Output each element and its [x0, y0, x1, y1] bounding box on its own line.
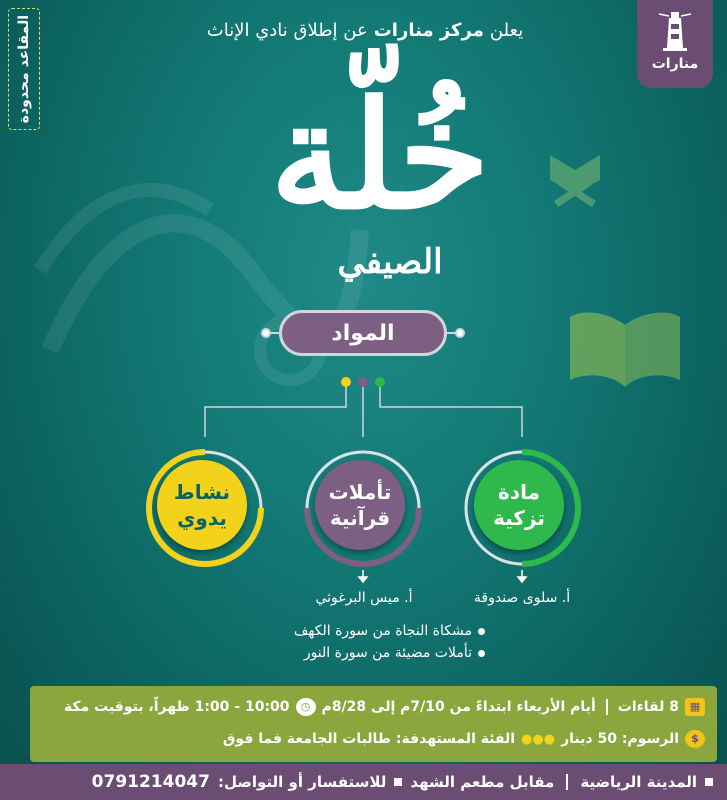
topic-item: مشكاة النجاة من سورة الكهف [270, 620, 485, 642]
separator [566, 774, 568, 790]
logo-text: منارات [651, 56, 699, 72]
quran-stand-icon [540, 135, 610, 210]
quranic-line2: قرآنية [329, 506, 391, 530]
subject-purification [460, 446, 584, 570]
time-text: 10:00 - 1:00 ظهراً، بتوقيت مكة [63, 699, 290, 715]
pill-dot-right [455, 328, 465, 338]
subject-quranic-reflections [301, 446, 425, 570]
teacher-purification: أ. سلوى صندوقة [473, 590, 571, 606]
subjects-label: المواد [279, 310, 447, 356]
subject-manual-activity [143, 446, 267, 570]
square-bullet-icon [394, 778, 402, 786]
center-name: مركز منارات [373, 19, 484, 41]
square-bullet-icon [705, 778, 713, 786]
purification-badge [474, 460, 564, 550]
down-arrows [0, 570, 727, 584]
connector-tree [0, 385, 727, 445]
teacher-quranic: أ. ميس البرغوثي [315, 590, 413, 606]
manarat-logo [637, 0, 713, 88]
limited-seats-text: المقاعد محدودة [16, 14, 32, 124]
topic-item: تأملات مضيئة من سورة النور [270, 642, 485, 664]
info-band [30, 686, 717, 762]
landmark-text: مقابل مطعم الشهد [410, 773, 555, 791]
pill-dot-left [261, 328, 271, 338]
sessions-text: 8 لقاءات [617, 699, 679, 715]
coins-icon: $ [685, 730, 705, 748]
audience-text: الفئة المستهدفة: طالبات الجامعة فما فوق [222, 731, 516, 747]
quranic-badge [315, 460, 405, 550]
calendar-icon: ▦ [685, 698, 705, 716]
manual-activity-line2: يدوي [177, 506, 227, 530]
limited-seats-label [8, 8, 40, 130]
days-text: أيام الأربعاء ابتداءً من 7/10م إلى 8/28م [321, 699, 596, 715]
lighthouse-icon [657, 8, 693, 52]
page-title: خُلّة [270, 68, 490, 242]
open-book-icon [565, 305, 685, 395]
clock-icon: ◷ [296, 698, 316, 716]
purification-line2: تزكية [493, 506, 545, 530]
contact-label: للاستفسار أو التواصل: [217, 773, 387, 791]
page-subtitle: الصيفي [337, 242, 443, 282]
announcement-prefix: يعلن [489, 19, 524, 41]
topics-list [270, 620, 485, 664]
purification-line1: مادة [498, 480, 540, 504]
manual-activity-badge [157, 460, 247, 550]
announcement-suffix: عن إطلاق نادي الإناث [206, 19, 368, 41]
separator [606, 699, 608, 715]
quranic-line1: تأملات [328, 480, 392, 504]
subjects-header [263, 310, 463, 358]
footer-bar [0, 764, 727, 800]
announcement [180, 10, 550, 50]
fees-text: الرسوم: 50 دينار [561, 731, 679, 747]
manual-activity-line1: نشاط [173, 480, 231, 504]
info-row-schedule [64, 698, 705, 716]
people-icon: ●●● [521, 731, 556, 747]
info-row-fees [223, 730, 705, 748]
phone-number[interactable]: 0791214047 [91, 772, 210, 792]
location-text: المدينة الرياضية [580, 773, 697, 791]
